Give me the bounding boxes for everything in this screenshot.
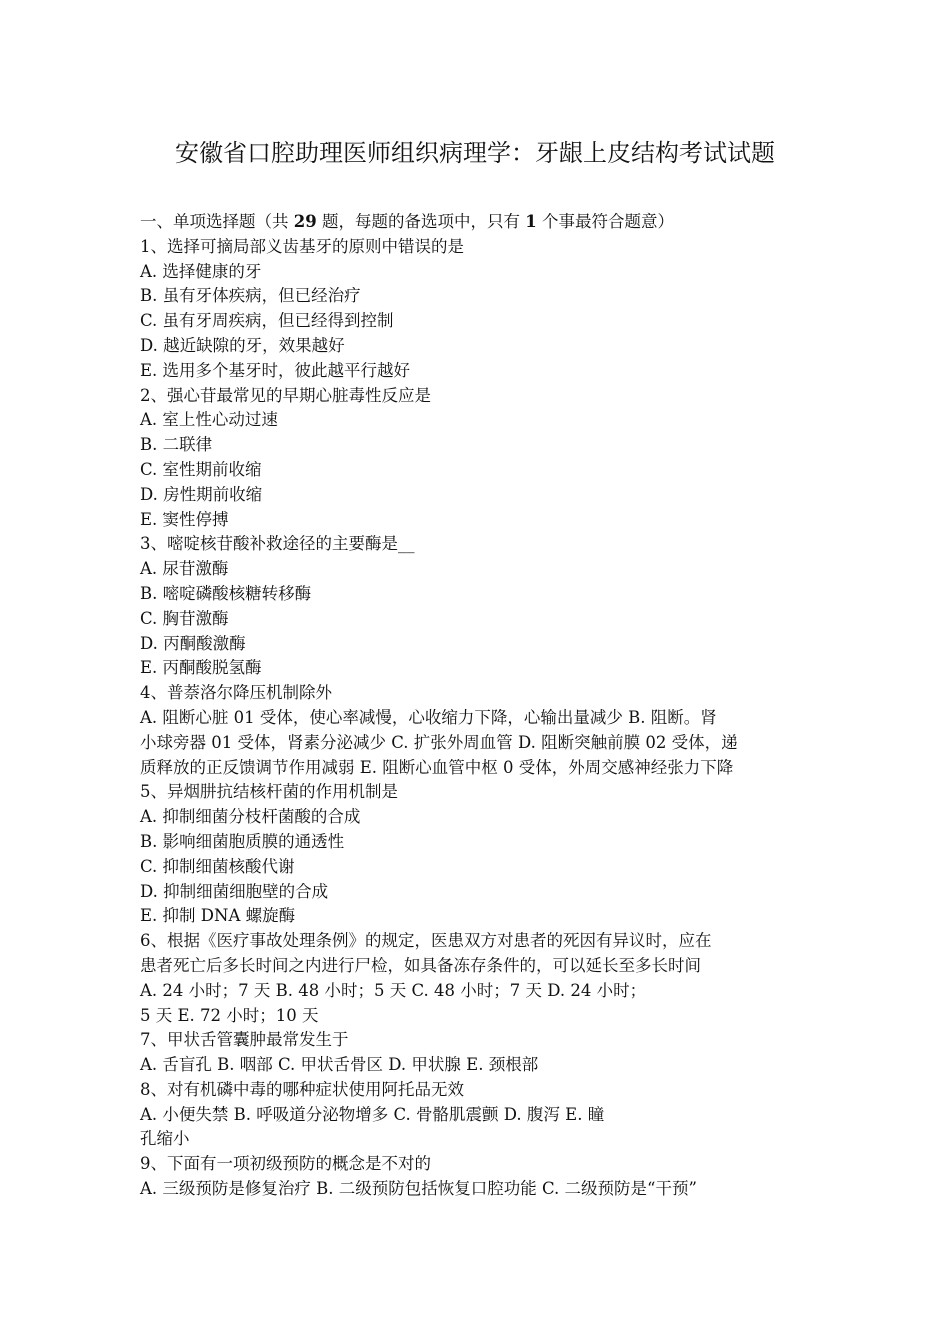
text-line: A. 选择健康的牙 (140, 261, 262, 281)
text-line: C. 虽有牙周疾病，但已经得到控制 (140, 311, 394, 331)
question-count: 29 (293, 212, 317, 231)
section-suffix: 个事最符合题意） (536, 212, 674, 231)
text-line: D. 抑制细菌细胞壁的合成 (140, 881, 329, 901)
text-line: C. 室性期前收缩 (140, 459, 262, 479)
question-list (140, 235, 830, 1202)
text-line: C. 胸苷激酶 (140, 608, 229, 628)
text-line: A. 24 小时；7 天 B. 48 小时；5 天 C. 48 小时；7 天 D. 24 小时； (140, 980, 647, 1000)
text-line: 4、普萘洛尔降压机制除外 (140, 683, 332, 703)
text-line: 8、对有机磷中毒的哪种症状使用阿托品无效 (140, 1079, 464, 1099)
text-line: 5 天 E. 72 小时；10 天 (140, 1005, 319, 1025)
text-line: E. 窦性停搏 (140, 509, 229, 529)
text-line: A. 抑制细菌分枝杆菌酸的合成 (140, 807, 361, 827)
text-line: A. 阻断心脏 01 受体，使心率减慢，心收缩力下降，心输出量减少 B. 阻断。肾 (140, 707, 717, 727)
text-line: 患者死亡后多长时间之内进行尸检，如具备冻存条件的，可以延长至多长时间 (140, 955, 701, 975)
text-line: E. 丙酮酸脱氢酶 (140, 658, 262, 678)
text-line: A. 小便失禁 B. 呼吸道分泌物增多 C. 骨骼肌震颤 D. 腹泻 E. 瞳 (140, 1104, 605, 1124)
text-line: 3、嘧啶核苷酸补救途径的主要酶是__ (140, 534, 415, 554)
text-line: 9、下面有一项初级预防的概念是不对的 (140, 1154, 431, 1174)
text-line: C. 抑制细菌核酸代谢 (140, 856, 295, 876)
text-line: 质释放的正反馈调节作用减弱 E. 阻断心血管中枢 0 受体，外周交感神经张力下降 (140, 757, 734, 777)
answer-count: 1 (525, 212, 537, 231)
text-line: A. 三级预防是修复治疗 B. 二级预防包括恢复口腔功能 C. 二级预防是“干预” (140, 1179, 697, 1199)
text-line: D. 丙酮酸激酶 (140, 633, 246, 653)
text-line: A. 舌盲孔 B. 咽部 C. 甲状舌骨区 D. 甲状腺 E. 颈根部 (140, 1055, 539, 1075)
section-heading (140, 210, 830, 235)
document-body (140, 210, 830, 1202)
text-line: E. 选用多个基牙时，彼此越平行越好 (140, 360, 411, 380)
text-line: B. 二联律 (140, 435, 213, 455)
text-line: D. 房性期前收缩 (140, 484, 263, 504)
text-line: A. 尿苷激酶 (140, 559, 229, 579)
text-line: 7、甲状舌管囊肿最常发生于 (140, 1030, 349, 1050)
text-line: B. 嘧啶磷酸核糖转移酶 (140, 583, 312, 603)
text-line: 2、强心苷最常见的早期心脏毒性反应是 (140, 385, 431, 405)
document-title: 安徽省口腔助理医师组织病理学：牙龈上皮结构考试试题 (175, 139, 775, 167)
text-line: 5、异烟肼抗结核杆菌的作用机制是 (140, 782, 398, 802)
section-prefix: 一、单项选择题（共 (140, 212, 294, 231)
text-line: B. 影响细菌胞质膜的通透性 (140, 831, 345, 851)
text-line: 小球旁器 01 受体，肾素分泌减少 C. 扩张外周血管 D. 阻断突触前膜 02 受体，递 (140, 732, 738, 752)
text-line: D. 越近缺隙的牙，效果越好 (140, 335, 345, 355)
text-line: 6、根据《医疗事故处理条例》的规定，医患双方对患者的死因有异议时，应在 (140, 931, 712, 951)
text-line: E. 抑制 DNA 螺旋酶 (140, 906, 296, 926)
text-line: B. 虽有牙体疾病，但已经治疗 (140, 286, 361, 306)
text-line: 孔缩小 (140, 1129, 190, 1149)
section-middle: 题，每题的备选项中，只有 (316, 212, 526, 231)
text-line: A. 室上性心动过速 (140, 410, 278, 430)
text-line: 1、选择可摘局部义齿基牙的原则中错误的是 (140, 236, 464, 256)
